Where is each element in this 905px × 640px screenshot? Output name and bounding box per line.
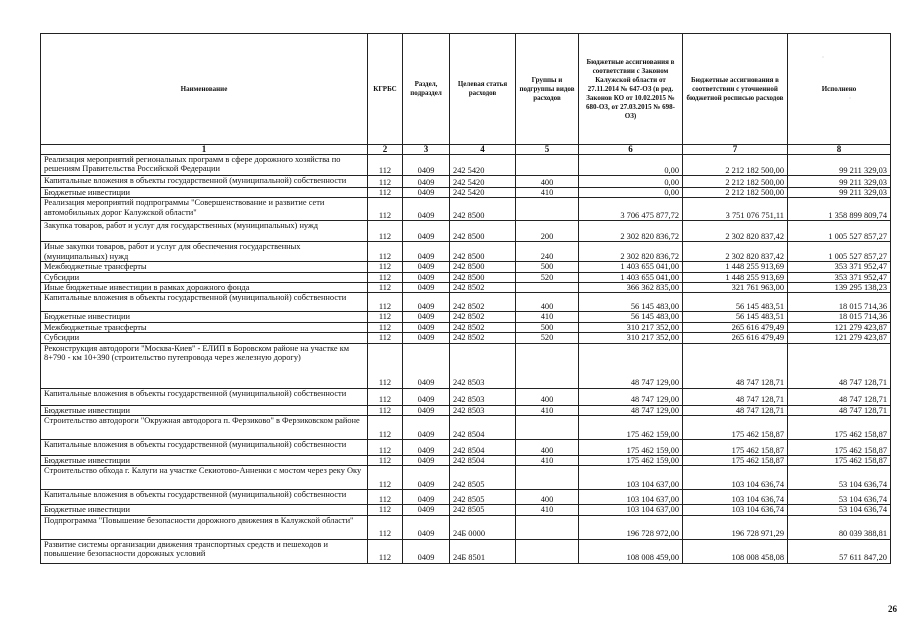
- row-law-budget: 103 104 637,00: [579, 466, 683, 490]
- row-name: Реализация мероприятий региональных программ в сфере дорожного хозяйства по решениям Правительства Российской Федерации: [41, 155, 368, 176]
- row-kgrbs: 112: [368, 312, 403, 322]
- row-kgrbs: 112: [368, 388, 403, 405]
- table-row: [41, 515, 891, 539]
- row-name: Закупка товаров, работ и услуг для государственных (муниципальных) нужд: [41, 221, 368, 242]
- row-razdel: 0409: [403, 416, 450, 440]
- row-executed: 57 611 847,20: [788, 539, 891, 563]
- row-razdel: 0409: [403, 283, 450, 293]
- row-expense-type: [516, 466, 579, 490]
- row-refined-budget: 175 462 158,87: [683, 416, 788, 440]
- table-row: [41, 242, 891, 262]
- row-target-article: 242 8500: [450, 221, 516, 242]
- row-target-article: 242 8505: [450, 505, 516, 515]
- table-row: [41, 283, 891, 293]
- row-refined-budget: 103 104 636,74: [683, 490, 788, 505]
- row-refined-budget: 175 462 158,87: [683, 440, 788, 456]
- row-target-article: 242 5420: [450, 176, 516, 188]
- row-executed: 121 279 423,87: [788, 322, 891, 332]
- col-number: 7: [683, 145, 788, 155]
- row-law-budget: 1 403 655 041,00: [579, 262, 683, 272]
- row-expense-type: 410: [516, 188, 579, 198]
- row-razdel: 0409: [403, 466, 450, 490]
- row-refined-budget: 48 747 128,71: [683, 343, 788, 388]
- row-executed: 80 039 388,81: [788, 515, 891, 539]
- col-header-name: Наименование: [41, 34, 368, 145]
- row-refined-budget: 48 747 128,71: [683, 405, 788, 415]
- table-row: [41, 490, 891, 505]
- row-executed: 139 295 138,23: [788, 283, 891, 293]
- row-name: Бюджетные инвестиции: [41, 312, 368, 322]
- row-expense-type: [516, 539, 579, 563]
- row-razdel: 0409: [403, 405, 450, 415]
- row-target-article: 242 5420: [450, 155, 516, 176]
- row-kgrbs: 112: [368, 155, 403, 176]
- row-name: Межбюджетные трансферты: [41, 322, 368, 332]
- row-expense-type: 520: [516, 333, 579, 343]
- row-name: Субсидии: [41, 272, 368, 282]
- row-razdel: 0409: [403, 539, 450, 563]
- row-law-budget: 48 747 129,00: [579, 388, 683, 405]
- col-header-razdel: Раздел, подраздел: [403, 34, 450, 145]
- row-target-article: 242 8505: [450, 466, 516, 490]
- row-expense-type: 240: [516, 242, 579, 262]
- row-executed: 121 279 423,87: [788, 333, 891, 343]
- row-kgrbs: 112: [368, 490, 403, 505]
- row-refined-budget: 56 145 483,51: [683, 312, 788, 322]
- row-executed: 175 462 158,87: [788, 416, 891, 440]
- row-refined-budget: 3 751 076 751,11: [683, 198, 788, 221]
- row-expense-type: [516, 343, 579, 388]
- row-refined-budget: 175 462 158,87: [683, 456, 788, 466]
- row-law-budget: 310 217 352,00: [579, 333, 683, 343]
- table-row: [41, 262, 891, 272]
- row-target-article: 242 8503: [450, 405, 516, 415]
- row-law-budget: 175 462 159,00: [579, 416, 683, 440]
- table-body: [41, 155, 891, 564]
- row-refined-budget: 2 212 182 500,00: [683, 176, 788, 188]
- row-law-budget: 175 462 159,00: [579, 456, 683, 466]
- row-kgrbs: 112: [368, 505, 403, 515]
- row-name: Иные бюджетные инвестиции в рамках дорожного фонда: [41, 283, 368, 293]
- row-target-article: 24Б 8501: [450, 539, 516, 563]
- row-law-budget: 56 145 483,00: [579, 312, 683, 322]
- row-executed: 53 104 636,74: [788, 505, 891, 515]
- row-razdel: 0409: [403, 272, 450, 282]
- row-name: Бюджетные инвестиции: [41, 505, 368, 515]
- row-razdel: 0409: [403, 333, 450, 343]
- row-law-budget: 2 302 820 836,72: [579, 242, 683, 262]
- col-number: 1: [41, 145, 368, 155]
- row-refined-budget: 1 448 255 913,69: [683, 262, 788, 272]
- table-row: [41, 440, 891, 456]
- col-number: 3: [403, 145, 450, 155]
- table-row: [41, 405, 891, 415]
- row-expense-type: [516, 515, 579, 539]
- row-executed: 1 358 899 809,74: [788, 198, 891, 221]
- row-razdel: 0409: [403, 198, 450, 221]
- row-name: Строительство автодороги "Окружная автодорога п. Ферзиково" в Ферзиковском районе: [41, 416, 368, 440]
- table-row: [41, 312, 891, 322]
- row-kgrbs: 112: [368, 322, 403, 332]
- row-law-budget: 48 747 129,00: [579, 405, 683, 415]
- scan-mark: ˌ: [849, 93, 851, 99]
- row-law-budget: 0,00: [579, 155, 683, 176]
- row-law-budget: 0,00: [579, 176, 683, 188]
- row-executed: 99 211 329,03: [788, 155, 891, 176]
- row-kgrbs: 112: [368, 262, 403, 272]
- row-name: Развитие системы организации движения транспортных средств и пешеходов и повышение безопасности дорожных условий: [41, 539, 368, 563]
- row-refined-budget: 265 616 479,49: [683, 322, 788, 332]
- row-name: Капитальные вложения в объекты государственной (муниципальной) собственности: [41, 490, 368, 505]
- row-razdel: 0409: [403, 188, 450, 198]
- col-header-vid: Группы и подгруппы видов расходов: [516, 34, 579, 145]
- table-row: [41, 416, 891, 440]
- row-target-article: 242 8503: [450, 343, 516, 388]
- row-kgrbs: 112: [368, 440, 403, 456]
- row-name: Капитальные вложения в объекты государственной (муниципальной) собственности: [41, 176, 368, 188]
- row-name: Реализация мероприятий подпрограммы "Совершенствование и развитие сети автомобильных дорог Калужской области": [41, 198, 368, 221]
- table-row: [41, 539, 891, 563]
- row-refined-budget: 103 104 636,74: [683, 466, 788, 490]
- row-executed: 175 462 158,87: [788, 456, 891, 466]
- table-row: [41, 293, 891, 312]
- table-row: [41, 466, 891, 490]
- col-number: 2: [368, 145, 403, 155]
- row-law-budget: 3 706 475 877,72: [579, 198, 683, 221]
- row-kgrbs: 112: [368, 539, 403, 563]
- row-law-budget: 366 362 835,00: [579, 283, 683, 293]
- scan-mark: ˌ: [822, 52, 824, 58]
- table-row: [41, 505, 891, 515]
- col-header-statya: Целевая статья расходов: [450, 34, 516, 145]
- row-executed: 99 211 329,03: [788, 176, 891, 188]
- row-razdel: 0409: [403, 312, 450, 322]
- row-executed: 99 211 329,03: [788, 188, 891, 198]
- row-name: Капитальные вложения в объекты государственной (муниципальной) собственности: [41, 293, 368, 312]
- table-row: [41, 456, 891, 466]
- table-row: [41, 198, 891, 221]
- row-law-budget: 48 747 129,00: [579, 343, 683, 388]
- row-kgrbs: 112: [368, 283, 403, 293]
- row-expense-type: 500: [516, 262, 579, 272]
- row-refined-budget: 2 302 820 837,42: [683, 221, 788, 242]
- row-razdel: 0409: [403, 322, 450, 332]
- row-expense-type: 520: [516, 272, 579, 282]
- row-target-article: 242 8503: [450, 388, 516, 405]
- row-name: Субсидии: [41, 333, 368, 343]
- row-razdel: 0409: [403, 155, 450, 176]
- row-kgrbs: 112: [368, 221, 403, 242]
- row-target-article: 242 8505: [450, 490, 516, 505]
- row-kgrbs: 112: [368, 188, 403, 198]
- table-row: [41, 343, 891, 388]
- row-expense-type: 400: [516, 490, 579, 505]
- col-header-refined-budget: Бюджетные ассигнования в соответствии с уточненной бюджетной росписью расходов: [683, 34, 788, 145]
- col-header-law-budget: Бюджетные ассигнования в соответствии с Законом Калужской области от 27.11.2014 № 647-ОЗ (в ред. Законов КО от 10.02.2015 № 680-ОЗ, от 27.03.2015 № 698-ОЗ): [579, 34, 683, 145]
- row-target-article: 242 8502: [450, 322, 516, 332]
- row-kgrbs: 112: [368, 456, 403, 466]
- row-razdel: 0409: [403, 505, 450, 515]
- column-number-row: [41, 145, 891, 155]
- row-kgrbs: 112: [368, 405, 403, 415]
- row-target-article: 242 8500: [450, 272, 516, 282]
- row-target-article: 242 5420: [450, 188, 516, 198]
- row-executed: 175 462 158,87: [788, 440, 891, 456]
- row-expense-type: 410: [516, 405, 579, 415]
- row-refined-budget: 108 008 458,08: [683, 539, 788, 563]
- row-law-budget: 196 728 972,00: [579, 515, 683, 539]
- row-law-budget: 1 403 655 041,00: [579, 272, 683, 282]
- row-law-budget: 175 462 159,00: [579, 440, 683, 456]
- row-razdel: 0409: [403, 262, 450, 272]
- row-razdel: 0409: [403, 242, 450, 262]
- row-law-budget: 56 145 483,00: [579, 293, 683, 312]
- col-header-executed: Исполнено: [788, 34, 891, 145]
- row-refined-budget: 103 104 636,74: [683, 505, 788, 515]
- table-row: [41, 333, 891, 343]
- row-razdel: 0409: [403, 515, 450, 539]
- row-expense-type: [516, 416, 579, 440]
- col-number: 8: [788, 145, 891, 155]
- row-executed: 53 104 636,74: [788, 490, 891, 505]
- row-refined-budget: 1 448 255 913,69: [683, 272, 788, 282]
- row-razdel: 0409: [403, 293, 450, 312]
- row-kgrbs: 112: [368, 293, 403, 312]
- row-razdel: 0409: [403, 388, 450, 405]
- table-row: [41, 388, 891, 405]
- row-target-article: 24Б 0000: [450, 515, 516, 539]
- row-kgrbs: 112: [368, 515, 403, 539]
- row-expense-type: 400: [516, 176, 579, 188]
- row-expense-type: 410: [516, 312, 579, 322]
- row-executed: 18 015 714,36: [788, 293, 891, 312]
- row-target-article: 242 8502: [450, 333, 516, 343]
- col-number: 4: [450, 145, 516, 155]
- row-executed: 48 747 128,71: [788, 388, 891, 405]
- row-expense-type: [516, 283, 579, 293]
- row-target-article: 242 8502: [450, 283, 516, 293]
- row-executed: 53 104 636,74: [788, 466, 891, 490]
- row-law-budget: 2 302 820 836,72: [579, 221, 683, 242]
- row-target-article: 242 8504: [450, 440, 516, 456]
- row-expense-type: 400: [516, 440, 579, 456]
- row-executed: 353 371 952,47: [788, 272, 891, 282]
- row-refined-budget: 321 761 963,00: [683, 283, 788, 293]
- row-refined-budget: 2 302 820 837,42: [683, 242, 788, 262]
- row-executed: 1 005 527 857,27: [788, 242, 891, 262]
- table-row: [41, 272, 891, 282]
- row-executed: 353 371 952,47: [788, 262, 891, 272]
- table-row: [41, 322, 891, 332]
- row-kgrbs: 112: [368, 272, 403, 282]
- header-row: [41, 34, 891, 145]
- row-name: Подпрограмма "Повышение безопасности дорожного движения в Калужской области": [41, 515, 368, 539]
- row-refined-budget: 265 616 479,49: [683, 333, 788, 343]
- row-refined-budget: 2 212 182 500,00: [683, 188, 788, 198]
- budget-table: [40, 33, 891, 564]
- row-target-article: 242 8500: [450, 198, 516, 221]
- row-refined-budget: 56 145 483,51: [683, 293, 788, 312]
- row-executed: 48 747 128,71: [788, 405, 891, 415]
- row-name: Бюджетные инвестиции: [41, 456, 368, 466]
- row-expense-type: 200: [516, 221, 579, 242]
- row-refined-budget: 196 728 971,29: [683, 515, 788, 539]
- table-row: [41, 188, 891, 198]
- row-name: Капитальные вложения в объекты государственной (муниципальной) собственности: [41, 440, 368, 456]
- row-expense-type: [516, 198, 579, 221]
- row-law-budget: 108 008 459,00: [579, 539, 683, 563]
- row-expense-type: 400: [516, 293, 579, 312]
- row-target-article: 242 8500: [450, 242, 516, 262]
- table-row: [41, 155, 891, 176]
- row-kgrbs: 112: [368, 466, 403, 490]
- row-target-article: 242 8502: [450, 312, 516, 322]
- row-executed: 48 747 128,71: [788, 343, 891, 388]
- row-expense-type: 410: [516, 456, 579, 466]
- row-razdel: 0409: [403, 456, 450, 466]
- row-razdel: 0409: [403, 440, 450, 456]
- row-law-budget: 103 104 637,00: [579, 505, 683, 515]
- row-razdel: 0409: [403, 490, 450, 505]
- row-razdel: 0409: [403, 176, 450, 188]
- row-law-budget: 0,00: [579, 188, 683, 198]
- row-target-article: 242 8502: [450, 293, 516, 312]
- row-name: Строительство обхода г. Калуги на участке Секиотово-Анненки с мостом через реку Оку: [41, 466, 368, 490]
- row-name: Межбюджетные трансферты: [41, 262, 368, 272]
- row-name: Иные закупки товаров, работ и услуг для обеспечения государственных (муниципальных) нужд: [41, 242, 368, 262]
- row-kgrbs: 112: [368, 416, 403, 440]
- row-kgrbs: 112: [368, 333, 403, 343]
- row-refined-budget: 2 212 182 500,00: [683, 155, 788, 176]
- row-expense-type: 500: [516, 322, 579, 332]
- row-name: Бюджетные инвестиции: [41, 405, 368, 415]
- row-executed: 1 005 527 857,27: [788, 221, 891, 242]
- row-target-article: 242 8500: [450, 262, 516, 272]
- row-expense-type: [516, 155, 579, 176]
- table-row: [41, 176, 891, 188]
- row-expense-type: 410: [516, 505, 579, 515]
- row-law-budget: 103 104 637,00: [579, 490, 683, 505]
- row-kgrbs: 112: [368, 198, 403, 221]
- row-name: Капитальные вложения в объекты государственной (муниципальной) собственности: [41, 388, 368, 405]
- row-kgrbs: 112: [368, 242, 403, 262]
- page-number: 26: [888, 604, 897, 614]
- row-expense-type: 400: [516, 388, 579, 405]
- row-name: Бюджетные инвестиции: [41, 188, 368, 198]
- row-target-article: 242 8504: [450, 456, 516, 466]
- col-number: 6: [579, 145, 683, 155]
- row-razdel: 0409: [403, 221, 450, 242]
- row-target-article: 242 8504: [450, 416, 516, 440]
- col-header-kgrbs: КГРБС: [368, 34, 403, 145]
- table-row: [41, 221, 891, 242]
- row-executed: 18 015 714,36: [788, 312, 891, 322]
- row-razdel: 0409: [403, 343, 450, 388]
- row-law-budget: 310 217 352,00: [579, 322, 683, 332]
- row-kgrbs: 112: [368, 176, 403, 188]
- col-number: 5: [516, 145, 579, 155]
- row-kgrbs: 112: [368, 343, 403, 388]
- row-refined-budget: 48 747 128,71: [683, 388, 788, 405]
- row-name: Реконструкция автодороги "Москва-Киев" - ЕЛИП в Боровском районе на участке км 8+790 - км 10+390 (строительство путепровода через железную дорогу): [41, 343, 368, 388]
